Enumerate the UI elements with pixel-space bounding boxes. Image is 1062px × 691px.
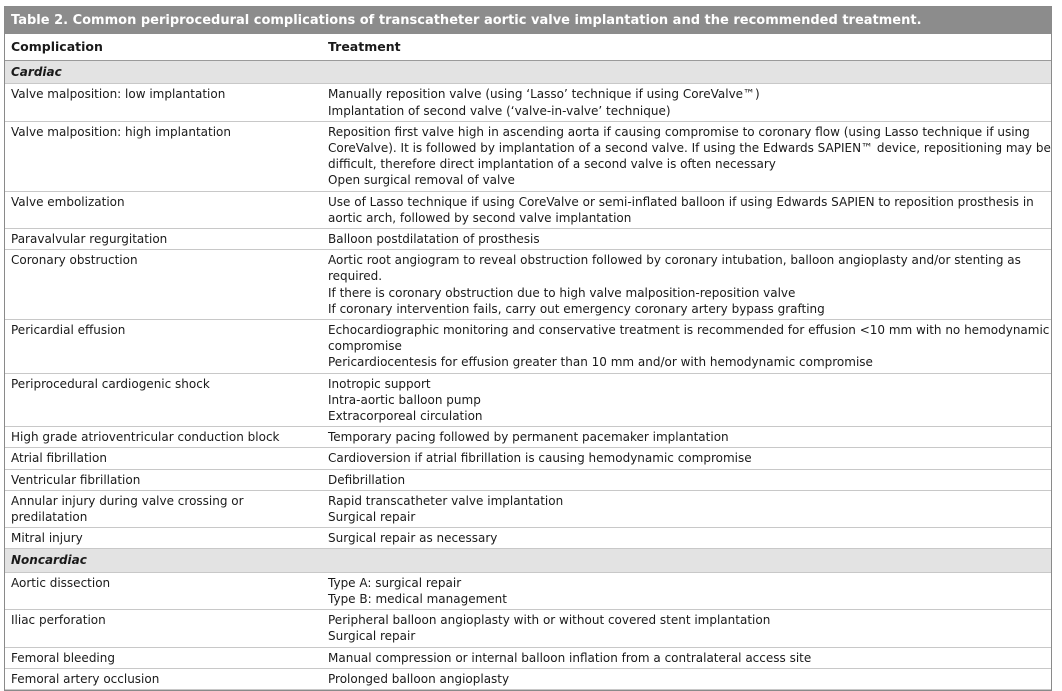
complication-cell: Femoral bleeding — [5, 647, 322, 668]
treatment-line: Defibrillation — [328, 472, 406, 487]
treatment-cell — [322, 448, 1051, 469]
complication-cell: Pericardial effusion — [5, 320, 322, 374]
table-row — [5, 250, 1051, 320]
table-row — [5, 572, 1051, 609]
treatment-cell — [322, 668, 1051, 689]
treatment-cell — [322, 528, 1051, 549]
complication-cell: Valve malposition: high implantation — [5, 121, 322, 191]
treatment-cell — [322, 427, 1051, 448]
treatment-cell — [322, 121, 1051, 191]
treatment-line: Open surgical removal of valve — [328, 173, 515, 188]
treatment-line: Cardioversion if atrial fibrillation is causing hemodynamic compromise — [328, 451, 752, 466]
treatment-line: Type B: medical management — [328, 591, 507, 606]
complication-cell: Femoral artery occlusion — [5, 668, 322, 689]
treatment-line: Peripheral balloon angioplasty with or without covered stent implantation — [328, 613, 771, 628]
header-row — [5, 34, 1051, 61]
complication-cell: Periprocedural cardiogenic shock — [5, 373, 322, 427]
treatment-cell — [322, 469, 1051, 490]
table-title: Table 2. Common periprocedural complications of transcatheter aortic valve implantation and the recommended treatment. — [5, 7, 1051, 34]
complication-cell: Annular injury during valve crossing or predilatation — [5, 490, 322, 527]
treatment-line: Manually reposition valve (using ‘Lasso’ technique if using CoreValve™) — [328, 87, 760, 102]
section-label: Cardiac — [5, 61, 1051, 84]
section-label: Noncardiac — [5, 549, 1051, 572]
treatment-cell — [322, 250, 1051, 320]
table-row — [5, 610, 1051, 647]
treatment-line: If there is coronary obstruction due to high valve malposition-reposition valve — [328, 285, 796, 300]
treatment-cell — [322, 229, 1051, 250]
treatment-line: Prolonged balloon angioplasty — [328, 671, 510, 686]
treatment-cell — [322, 373, 1051, 427]
table-row — [5, 84, 1051, 121]
treatment-line: Echocardiographic monitoring and conservative treatment is recommended for effusion <10 mm with no hemodynamic compromise — [328, 323, 1050, 354]
table-body — [5, 61, 1051, 690]
treatment-line: Balloon postdilatation of prosthesis — [328, 232, 540, 247]
complication-cell: Paravalvular regurgitation — [5, 229, 322, 250]
table-row — [5, 490, 1051, 527]
treatment-line: Reposition first valve high in ascending aorta if causing compromise to coronary flow (using Lasso technique if using CoreValve). It is followed by implantation of a second valve. If using the Edwards SAPIEN™ device, repositioning may be difficult, therefore direct implantation of a second valve is often necessary — [328, 124, 1051, 172]
treatment-line: Type A: surgical repair — [328, 575, 462, 590]
table-row — [5, 427, 1051, 448]
complication-cell: Valve embolization — [5, 191, 322, 228]
complication-cell: Valve malposition: low implantation — [5, 84, 322, 121]
treatment-cell — [322, 490, 1051, 527]
table-row — [5, 191, 1051, 228]
treatment-line: Aortic root angiogram to reveal obstruction followed by coronary intubation, balloon angioplasty and/or stenting as required. — [328, 253, 1021, 284]
table-row — [5, 647, 1051, 668]
column-header-complication: Complication — [5, 34, 322, 61]
treatment-line: Pericardiocentesis for effusion greater than 10 mm and/or with hemodynamic compromise — [328, 355, 873, 370]
complications-table — [5, 34, 1051, 690]
treatment-line: Surgical repair — [328, 629, 416, 644]
complication-cell: Coronary obstruction — [5, 250, 322, 320]
table-row — [5, 668, 1051, 689]
treatment-cell — [322, 647, 1051, 668]
treatment-line: Surgical repair — [328, 510, 416, 525]
treatment-cell — [322, 84, 1051, 121]
complication-cell: Iliac perforation — [5, 610, 322, 647]
section-row — [5, 549, 1051, 572]
table-container — [4, 6, 1052, 691]
section-row — [5, 61, 1051, 84]
treatment-line: Manual compression or internal balloon inflation from a contralateral access site — [328, 650, 812, 665]
treatment-line: Surgical repair as necessary — [328, 531, 498, 546]
table-row — [5, 469, 1051, 490]
complication-cell: Aortic dissection — [5, 572, 322, 609]
treatment-line: Use of Lasso technique if using CoreValve or semi-inflated balloon if using Edwards SAPIEN to reposition prosthesis in aortic arch, followed by second valve implantation — [328, 194, 1034, 225]
treatment-cell — [322, 572, 1051, 609]
treatment-line: Implantation of second valve (‘valve-in-valve’ technique) — [328, 103, 671, 118]
table-row — [5, 528, 1051, 549]
treatment-cell — [322, 320, 1051, 374]
table-row — [5, 229, 1051, 250]
table-row — [5, 448, 1051, 469]
table-row — [5, 121, 1051, 191]
complication-cell: Mitral injury — [5, 528, 322, 549]
treatment-line: Extracorporeal circulation — [328, 409, 483, 424]
treatment-line: Rapid transcatheter valve implantation — [328, 493, 564, 508]
table-row — [5, 373, 1051, 427]
column-header-treatment: Treatment — [322, 34, 1051, 61]
treatment-line: Intra-aortic balloon pump — [328, 392, 481, 407]
treatment-line: If coronary intervention fails, carry out emergency coronary artery bypass grafting — [328, 301, 825, 316]
table-row — [5, 320, 1051, 374]
treatment-line: Temporary pacing followed by permanent pacemaker implantation — [328, 430, 729, 445]
complication-cell: Atrial fibrillation — [5, 448, 322, 469]
complication-cell: Ventricular fibrillation — [5, 469, 322, 490]
treatment-cell — [322, 191, 1051, 228]
complication-cell: High grade atrioventricular conduction block — [5, 427, 322, 448]
treatment-cell — [322, 610, 1051, 647]
treatment-line: Inotropic support — [328, 376, 431, 391]
